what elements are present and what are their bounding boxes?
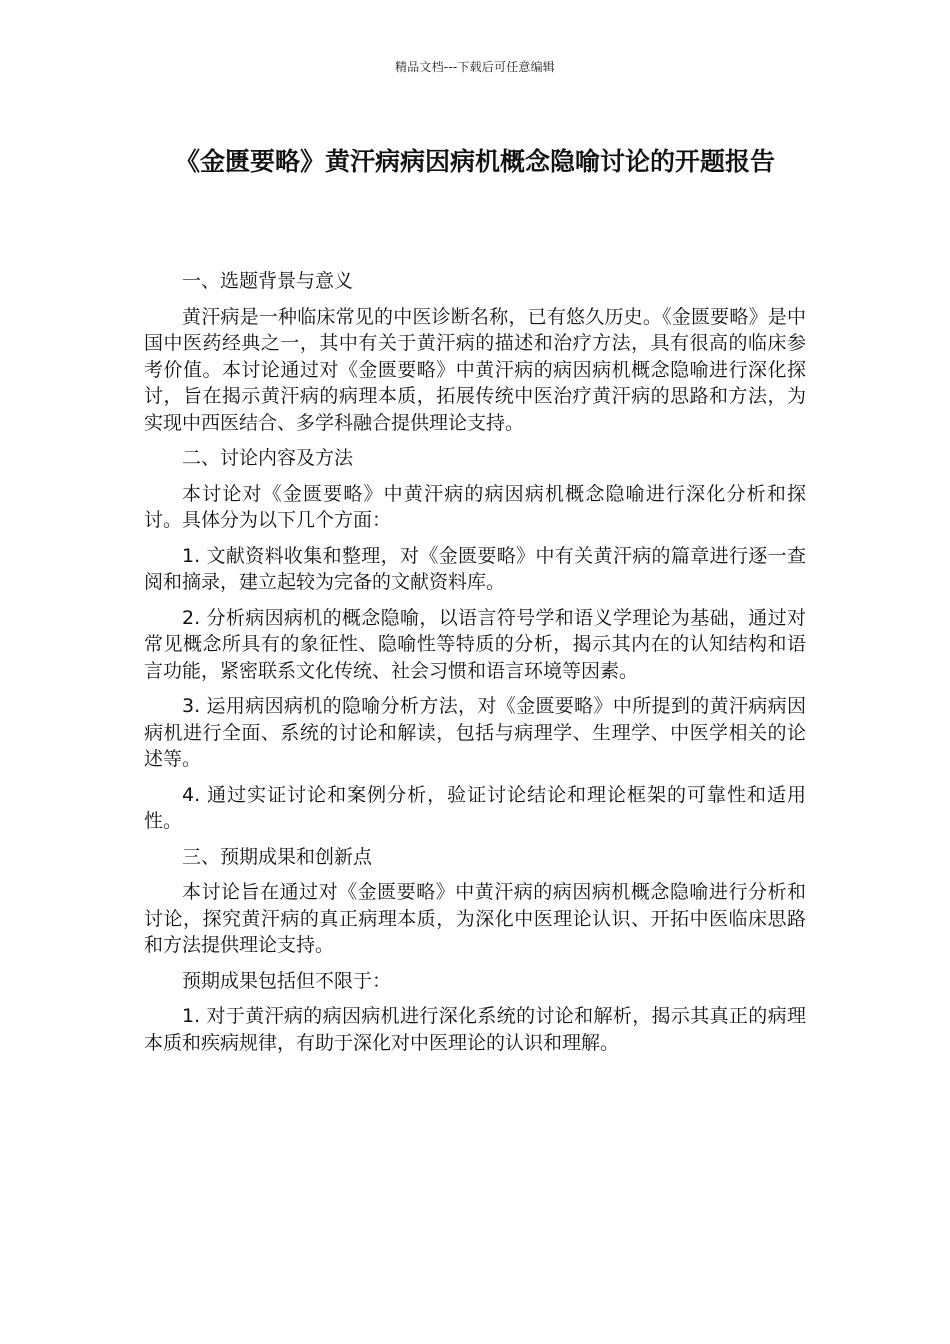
paragraph-content-intro: 本讨论对《金匮要略》中黄汗病的病因病机概念隐喻进行深化分析和探讨。具体分为以下几个方面： xyxy=(144,482,806,531)
list-item-method-1: 1. 文献资料收集和整理，对《金匮要略》中有关黄汗病的篇章进行逐一查阅和摘录，建立起较为完备的文献资料库。 xyxy=(144,544,806,593)
paragraph-results-intro: 预期成果包括但不限于： xyxy=(182,969,392,992)
list-item-result-1: 1. 对于黄汗病的病因病机进行深化系统的讨论和解析，揭示其真正的病理本质和疾病规律，有助于深化对中医理论的认识和理解。 xyxy=(144,1005,806,1054)
list-item-method-2: 2. 分析病因病机的概念隐喻，以语言符号学和语义学理论为基础，通过对常见概念所具有的象征性、隐喻性等特质的分析，揭示其内在的认知结构和语言功能，紧密联系文化传统、社会习惯和语言环境等因素。 xyxy=(144,606,806,682)
list-item-method-3: 3. 运用病因病机的隐喻分析方法，对《金匮要略》中所提到的黄汗病病因病机进行全面、系统的讨论和解读，包括与病理学、生理学、中医学相关的论述等。 xyxy=(144,695,806,770)
document-title: 《金匮要略》黄汗病病因病机概念隐喻讨论的开题报告 xyxy=(174,147,775,176)
document-body xyxy=(144,268,806,1065)
section-heading-expected-results: 三、预期成果和创新点 xyxy=(182,845,373,868)
paragraph-expected-results: 本讨论旨在通过对《金匮要略》中黄汗病的病因病机概念隐喻进行分析和讨论，探究黄汗病的真正病理本质，为深化中医理论认识、开拓中医临床思路和方法提供理论支持。 xyxy=(144,881,806,956)
list-item-method-4: 4. 通过实证讨论和案例分析，验证讨论结论和理论框架的可靠性和适用性。 xyxy=(144,783,806,832)
header-note: 精品文档---下载后可任意编辑 xyxy=(395,60,555,74)
section-heading-background: 一、选题背景与意义 xyxy=(182,270,354,292)
section-heading-content-method: 二、讨论内容及方法 xyxy=(182,447,354,469)
paragraph-background: 黄汗病是一种临床常见的中医诊断名称，已有悠久历史。《金匮要略》是中国中医药经典之一，其中有关于黄汗病的描述和治疗方法，具有很高的临床参考价值。本讨论通过对《金匮要略》中黄汗病的病因病机概念隐喻进行深化探讨，旨在揭示黄汗病的病理本质，拓展传统中医治疗黄汗病的思路和方法，为实现中西医结合、多学科融合提供理论支持。 xyxy=(144,305,806,434)
